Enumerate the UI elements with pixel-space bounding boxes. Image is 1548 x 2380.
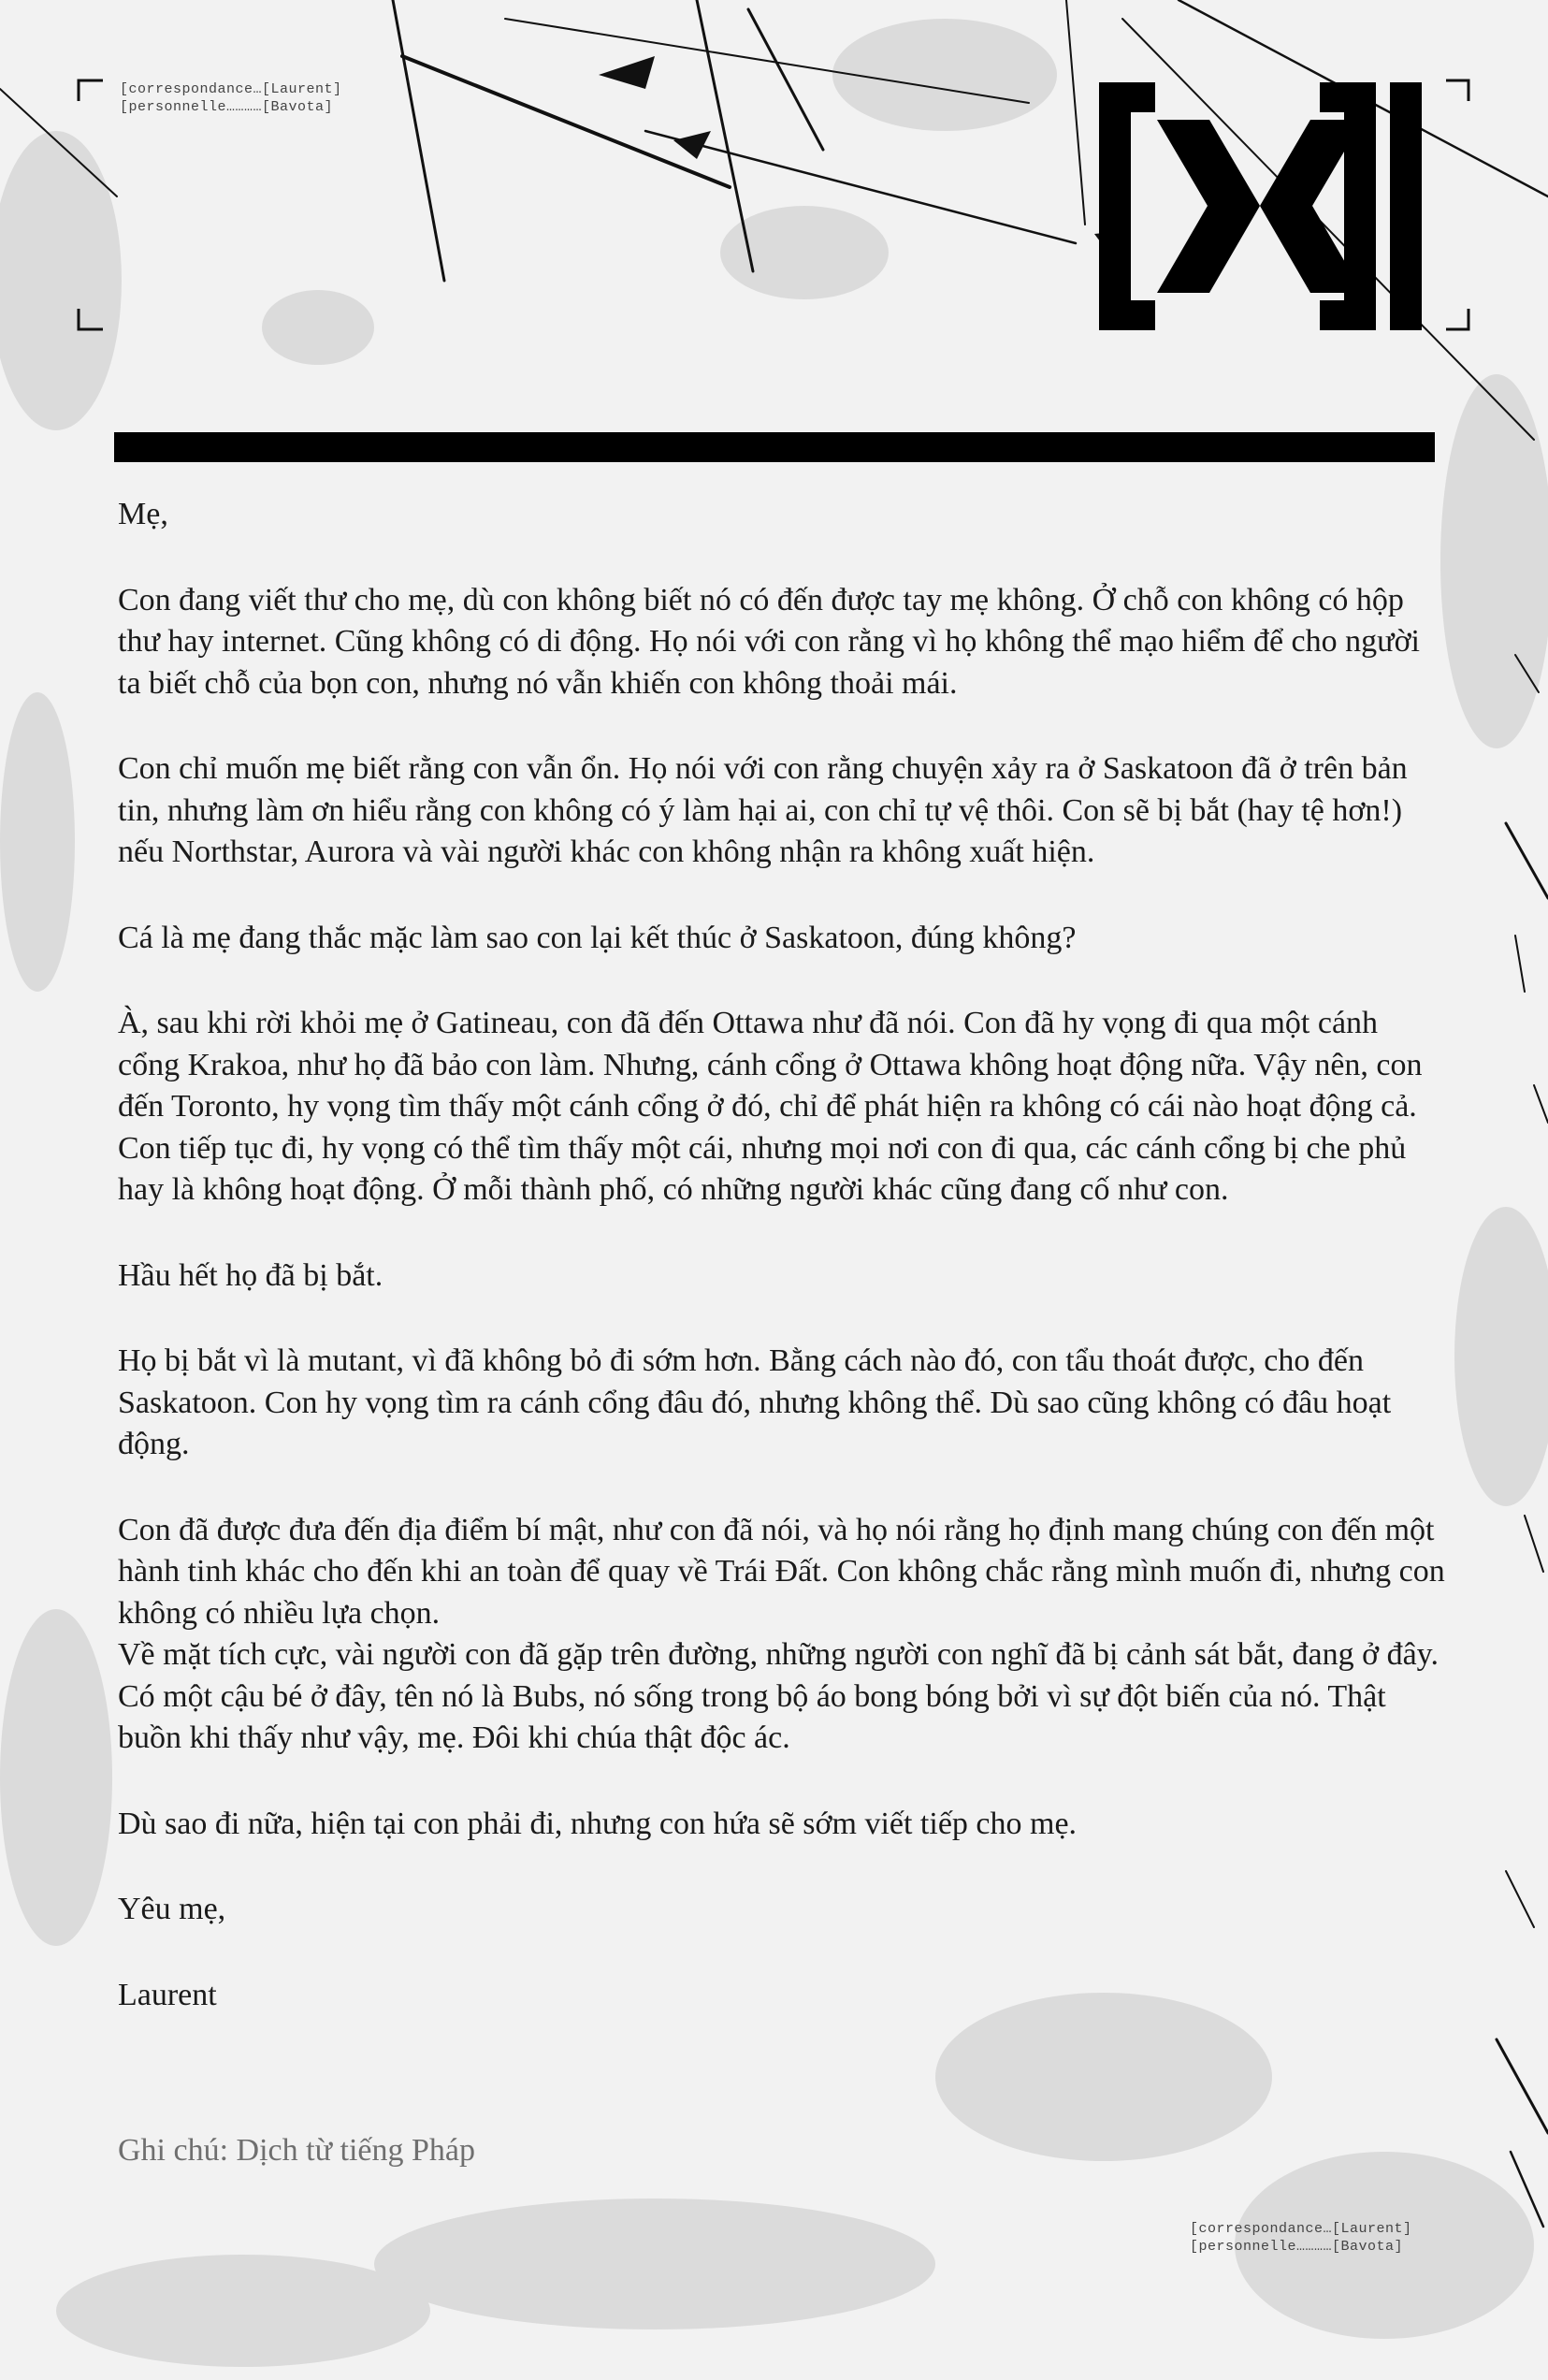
header-divider-bar xyxy=(114,432,1435,462)
letter-paragraph: Hầu hết họ đã bị bắt. xyxy=(118,1257,383,1293)
letter-paragraph: Về mặt tích cực, vài người con đã gặp trên đường, những người con nghĩ đã bị cảnh sát bắt, đang ở đây. Có một cậu bé ở đây, tên nó là Bubs, nó sống trong bộ áo bong bóng bởi vì sự đột biến của nó. Thật buồn khi thấy như vậy, mẹ. Đôi khi chúa thật độc ác. xyxy=(118,1637,1439,1755)
letter-paragraph: Cá là mẹ đang thắc mặc làm sao con lại kết thúc ở Saskatoon, đúng không? xyxy=(118,920,1077,955)
letter-body xyxy=(118,494,1446,2060)
letter-paragraph: À, sau khi rời khỏi mẹ ở Gatineau, con đã đến Ottawa như đã nói. Con đã hy vọng đi qua một cánh cổng Krakoa, như họ đã bảo con làm. Nhưng, cánh cổng ở Ottawa không hoạt động nữa. Vậy nên, con đến Toronto, hy vọng tìm thấy một cánh cổng ở đó, chỉ để phát hiện ra không có cái nào hoạt động cả. Con tiếp tục đi, hy vọng có thể tìm thấy một cái, nhưng mọi nơi con đi qua, các cánh cổng bị che phủ hay là không hoạt động. Ở mỗi thành phố, có những người khác cũng đang cố như con. xyxy=(118,1006,1423,1207)
letter-paragraph: Con chỉ muốn mẹ biết rằng con vẫn ổn. Họ nói với con rằng chuyện xảy ra ở Saskatoon đã ở trên bản tin, nhưng làm ơn hiểu rằng con không có ý làm hại ai, con chỉ tự vệ thôi. Con sẽ bị bắt (hay tệ hơn!) nếu Northstar, Aurora và vài người khác con không nhận ra không xuất hiện. xyxy=(118,751,1408,869)
header-meta xyxy=(120,80,342,116)
letter-greeting: Mẹ, xyxy=(118,497,168,531)
letter-signature: Laurent xyxy=(118,1977,217,2012)
letter-paragraph: Con đã được đưa đến địa điểm bí mật, như con đã nói, và họ nói rằng họ định mang chúng con đến một hành tinh khác cho đến khi an toàn để quay về Trái Đất. Con không chắc rằng mình muốn đi, nhưng con không có nhiều lựa chọn. xyxy=(118,1512,1445,1631)
x-men-logo-icon xyxy=(1099,82,1422,330)
meta-line: [correspondance…[Laurent] xyxy=(120,81,342,97)
meta-line: [personnelle…………[Bavota] xyxy=(120,99,334,115)
letter-closing: Yêu mẹ, xyxy=(118,1892,226,1926)
letter-paragraph: Dù sao đi nữa, hiện tại con phải đi, nhưng con hứa sẽ sớm viết tiếp cho mẹ. xyxy=(118,1806,1078,1841)
meta-line: [personnelle…………[Bavota] xyxy=(1190,2239,1404,2255)
meta-line: [correspondance…[Laurent] xyxy=(1190,2221,1412,2237)
footer-meta xyxy=(1190,2220,1412,2256)
letter-paragraph: Con đang viết thư cho mẹ, dù con không biết nó có đến được tay mẹ không. Ở chỗ con không có hộp thư hay internet. Cũng không có di động. Họ nói với con rằng vì họ không thể mạo hiểm để cho người ta biết chỗ của bọn con, nhưng nó vẫn khiến con không thoải mái. xyxy=(118,582,1420,701)
letter-paragraph: Họ bị bắt vì là mutant, vì đã không bỏ đi sớm hơn. Bằng cách nào đó, con tẩu thoát được, cho đến Saskatoon. Con hy vọng tìm ra cánh cổng đâu đó, nhưng không thể. Dù sao cũng không có đâu hoạt động. xyxy=(118,1343,1392,1461)
translation-note: Ghi chú: Dịch từ tiếng Pháp xyxy=(118,2133,475,2168)
